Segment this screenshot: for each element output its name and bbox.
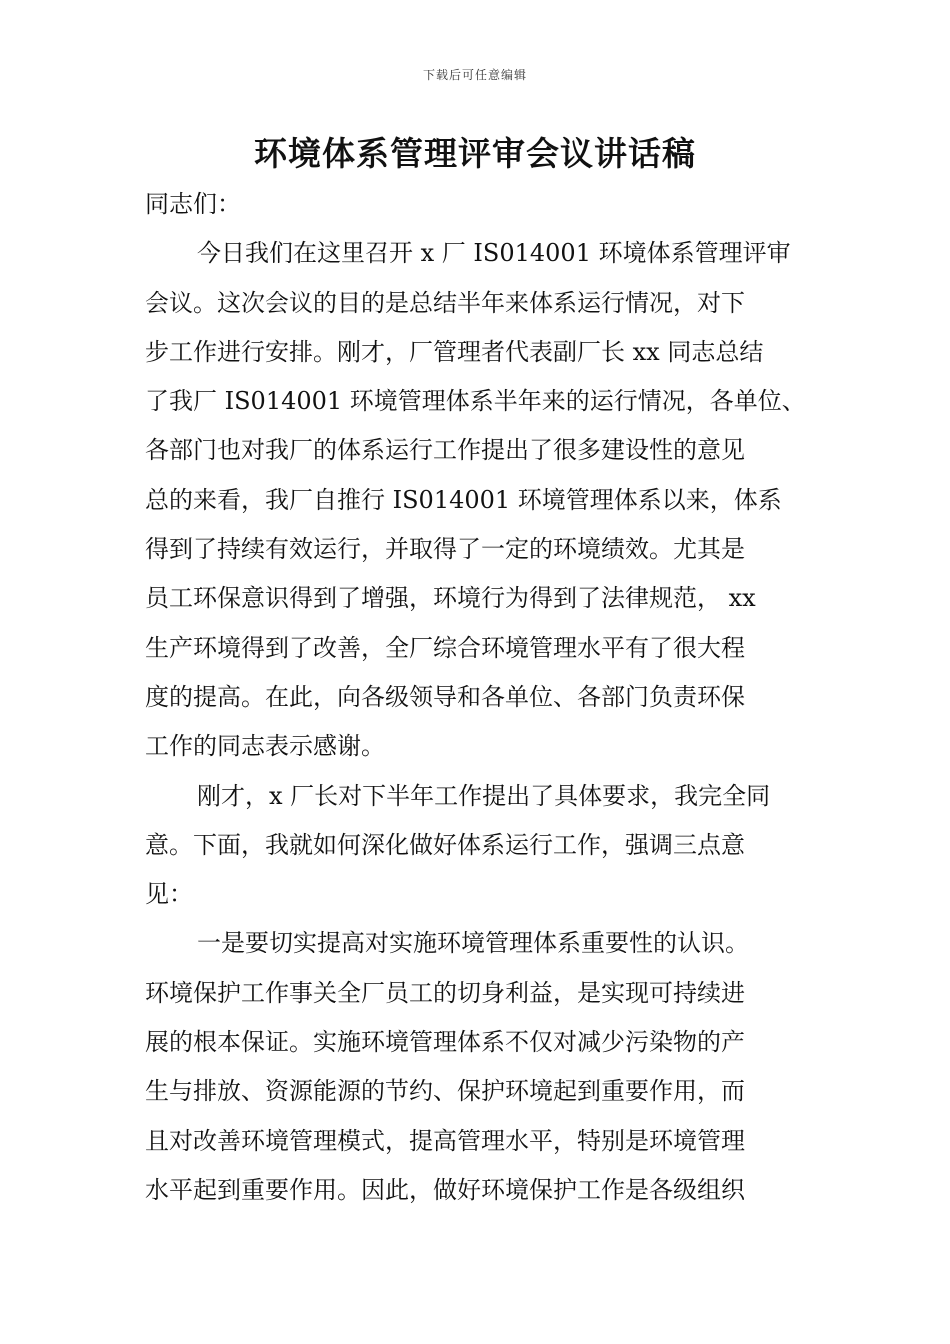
salutation-line: 同志们：	[145, 190, 241, 218]
paragraph-line: 且对改善环境管理模式，提高管理水平，特别是环境管理	[145, 1126, 745, 1155]
paragraph-line: 了我厂 IS014001 环境管理体系半年来的运行情况，各单位、	[145, 387, 806, 416]
paragraph-line: 生与排放、资源能源的节约、保护环境起到重要作用，而	[145, 1077, 745, 1106]
document-title: 环境体系管理评审会议讲话稿	[254, 134, 696, 173]
paragraph-line: 会议。这次会议的目的是总结半年来体系运行情况，对下	[145, 288, 745, 317]
paragraph-line: 总的来看，我厂自推行 IS014001 环境管理体系以来，体系	[145, 485, 782, 514]
paragraph-line: 度的提高。在此，向各级领导和各单位、各部门负责环保	[145, 682, 745, 711]
document-body	[145, 180, 810, 1215]
paragraph-line: 生产环境得到了改善，全厂综合环境管理水平有了很大程	[145, 633, 745, 662]
paragraph-line: 工作的同志表示感谢。	[145, 732, 385, 761]
paragraph-line: 员工环保意识得到了增强，环境行为得到了法律规范， xx	[145, 584, 756, 613]
header-note: 下载后可任意编辑	[422, 68, 527, 82]
paragraph-line: 水平起到重要作用。因此，做好环境保护工作是各级组织	[145, 1175, 745, 1204]
paragraph-line: 一是要切实提高对实施环境管理体系重要性的认识。	[197, 929, 749, 958]
paragraph-line: 展的根本保证。实施环境管理体系不仅对减少污染物的产	[145, 1028, 745, 1057]
paragraph-line: 步工作进行安排。刚才，厂管理者代表副厂长 xx 同志总结	[145, 337, 764, 366]
paragraph-line: 今日我们在这里召开 x 厂 IS014001 环境体系管理评审	[197, 239, 791, 268]
paragraph-line: 得到了持续有效运行，并取得了一定的环境绩效。尤其是	[145, 535, 745, 564]
paragraph-line: 环境保护工作事关全厂员工的切身利益，是实现可持续进	[145, 978, 745, 1007]
paragraph-line: 见：	[145, 880, 193, 909]
paragraph-line: 刚才，x 厂长对下半年工作提出了具体要求，我完全同	[197, 781, 771, 810]
paragraph-line: 各部门也对我厂的体系运行工作提出了很多建设性的意见	[145, 436, 745, 465]
paragraph-line: 意。下面，我就如何深化做好体系运行工作，强调三点意	[145, 830, 745, 859]
